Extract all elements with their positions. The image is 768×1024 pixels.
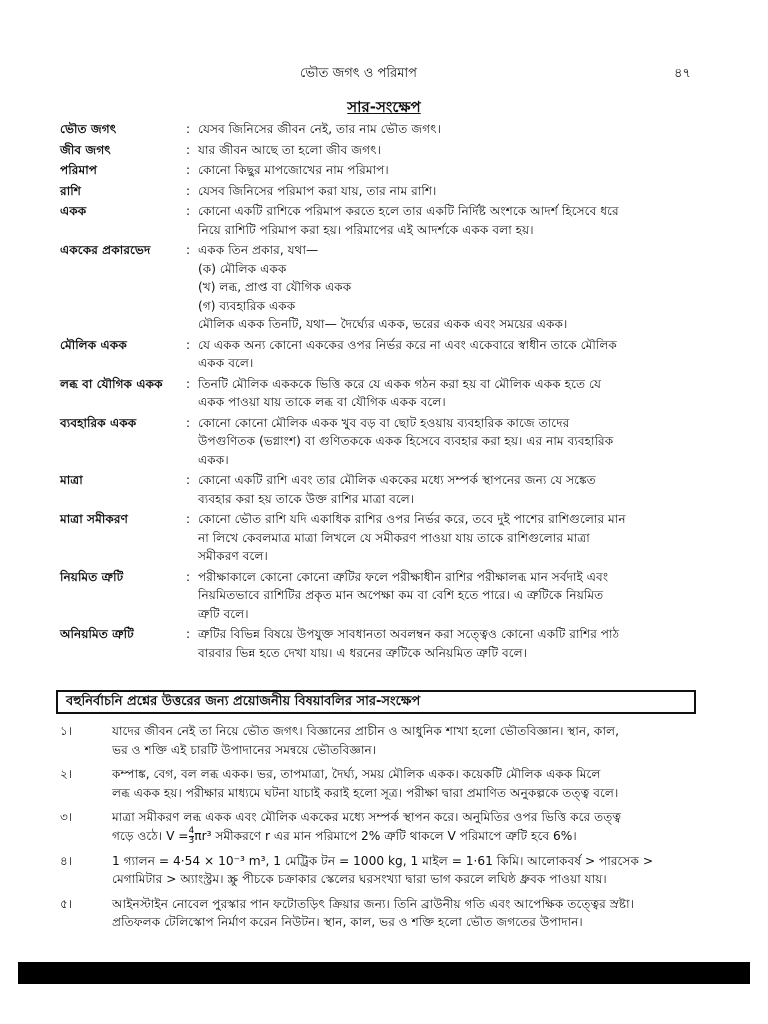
definition-text	[198, 471, 710, 508]
definition-colon: :	[185, 473, 191, 487]
mcq-number: ৪।	[60, 853, 73, 868]
definition-row	[60, 625, 710, 662]
mcq-number: ৩।	[60, 810, 73, 824]
definition-line: যে একক অন্য কোনো এককের ওপর নির্ভর করে না এবং একেবারে স্বাধীন তাকে মৌলিক	[198, 337, 617, 352]
definition-line: সমীকরণ বলে।	[198, 549, 268, 563]
definition-line: কোনো ভৌত রাশি যদি একাধিক রাশির ওপর নির্ভর করে, তবে দুই পাশের রাশিগুলোর মান	[198, 512, 626, 526]
fraction-denominator: 3	[188, 835, 195, 846]
definition-text	[198, 241, 710, 334]
formula-suffix: πr³ সমীকরণে r এর মান পরিমাপে 2% ত্রুটি থাকলে V পরিমাপে ত্রুটি হবে 6%।	[194, 828, 577, 843]
definition-text	[198, 510, 710, 566]
definition-text	[198, 202, 710, 239]
definition-line: ত্রুটি বলে।	[198, 606, 249, 621]
definition-line: ত্রুটির বিভিন্ন বিষয়ে উপযুক্ত সাবধানতা অবলম্বন করা সত্ত্বেও কোনো একটি রাশির পাঠ	[198, 627, 620, 641]
definition-row	[60, 568, 710, 624]
mcq-line-formula	[112, 827, 710, 846]
mcq-text	[112, 765, 710, 802]
definition-colon: :	[185, 183, 191, 198]
definition-colon: :	[185, 337, 191, 352]
definition-line: কোনো একটি রাশি এবং তার মৌলিক এককের মধ্যে সম্পর্ক স্থাপনের জন্য যে সঙ্কেত	[198, 473, 596, 487]
definition-term: মৌলিক একক	[60, 337, 127, 352]
definition-line: যেসব জিনিসের পরিমাপ করা যায়, তার নাম রাশি।	[198, 183, 437, 198]
mcq-summary-heading: বহুনির্বাচনি প্রশ্নের উত্তরের জন্য প্রয়োজনীয় বিষয়াবলির সার-সংক্ষেপ	[56, 690, 696, 714]
definition-row	[60, 510, 710, 566]
definition-term: রাশি	[60, 183, 81, 198]
definition-line: উপগুণিতক (ভগ্নাংশ) বা গুণিতককে একক হিসেবে ব্যবহার করা হয়। এর নাম ব্যবহারিক	[198, 434, 614, 448]
mcq-summary-list	[60, 722, 710, 938]
formula-prefix: গড়ে ওঠে। V =	[112, 828, 189, 843]
definition-text	[198, 336, 710, 373]
definition-term: লব্ধ বা যৌগিক একক	[60, 376, 163, 391]
definition-row	[60, 202, 710, 239]
definition-line: তিনটি মৌলিক একককে ভিত্তি করে যে একক গঠন করা হয় বা মৌলিক একক হতে যে	[198, 376, 601, 391]
definition-text	[198, 568, 710, 624]
bottom-scan-bar	[18, 962, 750, 984]
mcq-item	[60, 852, 710, 889]
definition-text	[198, 161, 710, 180]
definition-text	[198, 625, 710, 662]
mcq-line: ভর ও শক্তি এই চারটি উপাদানের সমন্বয়ে ভৌতবিজ্ঞান।	[112, 742, 377, 757]
definition-line: একক পাওয়া যায় তাকে লব্ধ বা যৌগিক একক বলে।	[198, 395, 446, 409]
definition-line: বারবার ভিন্ন হতে দেখা যায়। এ ধরনের ত্রুটিকে অনিয়মিত ত্রুটি বলে।	[198, 645, 528, 660]
definition-line: (খ) লব্ধ, প্রাপ্ত বা যৌগিক একক	[198, 280, 352, 294]
definition-colon: :	[185, 163, 191, 177]
definition-row	[60, 161, 710, 180]
mcq-line: 1 গ্যালন = 4·54 × 10⁻³ m³, 1 মেট্রিক টন = 1000 kg, 1 মাইল = 1·61 কিমি। আলোকবর্ষ > পারসেক >	[112, 853, 654, 868]
mcq-line: লব্ধ একক হয়। পরীক্ষার মাধ্যমে ঘটনা যাচাই করাই হলো সূত্র। পরীক্ষা দ্বারা প্রমাণিত অনুকল্পকে তত্ত্ব বলে।	[112, 785, 619, 800]
definition-term: নিয়মিত ত্রুটি	[60, 569, 124, 584]
definition-line: (গ) ব্যবহারিক একক	[198, 298, 296, 313]
definition-line: একক তিন প্রকার, যথা—	[198, 243, 319, 257]
definition-colon: :	[185, 243, 191, 257]
definition-line: কোনো কোনো মৌলিক একক খুব বড় বা ছোট হওয়ায় ব্যবহারিক কাজে তাদের	[198, 415, 570, 430]
mcq-text	[112, 808, 710, 846]
summary-heading: সার-সংক্ষেপ	[347, 98, 421, 116]
definition-text	[198, 375, 710, 412]
definition-term: মাত্রা সমীকরণ	[60, 512, 128, 526]
mcq-line: যাদের জীবন নেই তা নিয়ে ভৌত জগৎ। বিজ্ঞানের প্রাচীন ও আধুনিক শাখা হলো ভৌতবিজ্ঞান। স্থান, কাল,	[112, 724, 619, 738]
chapter-title: ভৌত জগৎ ও পরিমাপ	[300, 66, 418, 81]
definition-colon: :	[185, 415, 191, 430]
definition-line: পরীক্ষাকালে কোনো কোনো ত্রুটির ফলে পরীক্ষাধীন রাশির পরীক্ষালব্ধ মান সর্বদাই এবং	[198, 569, 609, 584]
definition-row	[60, 471, 710, 508]
mcq-text	[112, 852, 710, 889]
mcq-item	[60, 722, 710, 759]
definition-colon: :	[185, 376, 191, 391]
definition-row	[60, 241, 710, 334]
definition-colon: :	[185, 142, 191, 157]
definition-row	[60, 141, 710, 160]
mcq-line: মেগামিটার > অ্যাংস্ট্রম। স্ক্রু পীচকে চক্রাকার স্কেলের ঘরসংখ্যা দ্বারা ভাগ করলে লঘিষ্ঠ ধ্রুবক পাওয়া যায়।	[112, 872, 607, 886]
definition-text	[198, 182, 710, 201]
definition-row	[60, 375, 710, 412]
definition-term: জীব জগৎ	[60, 142, 111, 157]
definition-text	[198, 414, 710, 470]
definition-colon: :	[185, 122, 191, 136]
definition-line: যেসব জিনিসের জীবন নেই, তার নাম ভৌত জগৎ।	[198, 122, 441, 136]
definition-row	[60, 414, 710, 470]
fraction-numerator: 4	[188, 825, 195, 836]
mcq-item	[60, 895, 710, 932]
definition-term: মাত্রা	[60, 473, 83, 487]
page-number: ৪৭	[674, 66, 691, 81]
definition-term: এককের প্রকারভেদ	[60, 243, 151, 257]
definition-term: পরিমাপ	[60, 163, 98, 177]
mcq-text	[112, 722, 710, 759]
definition-line: কোনো কিছুর মাপজোখের নাম পরিমাপ।	[198, 163, 389, 177]
definition-text	[198, 120, 710, 139]
mcq-line: প্রতিফলক টেলিস্কোপ নির্মাণ করেন নিউটন। স্থান, কাল, ভর ও শক্তি হলো ভৌত জগতের উপাদান।	[112, 915, 583, 929]
definition-text	[198, 141, 710, 160]
definition-line: যার জীবন আছে তা হলো জীব জগৎ।	[198, 142, 381, 157]
mcq-line: মাত্রা সমীকরণ লব্ধ একক এবং মৌলিক এককের মধ্যে সম্পর্ক স্থাপন করে। অনুমিতির ওপর ভিত্তি করে তত্ত্ব	[112, 810, 622, 824]
definition-colon: :	[185, 204, 191, 218]
definition-row	[60, 336, 710, 373]
definitions-list	[60, 120, 710, 664]
mcq-number: ৫।	[60, 896, 73, 911]
definition-line: (ক) মৌলিক একক	[198, 261, 287, 276]
definition-line: ব্যবহার করা হয় তাকে উক্ত রাশির মাত্রা বলে।	[198, 491, 415, 506]
definition-colon: :	[185, 569, 191, 584]
running-header	[0, 64, 768, 84]
mcq-item	[60, 765, 710, 802]
definition-colon: :	[185, 512, 191, 526]
definition-term: অনিয়মিত ত্রুটি	[60, 627, 134, 641]
definition-term: একক	[60, 204, 87, 218]
definition-row	[60, 182, 710, 201]
mcq-number: ১।	[60, 724, 73, 738]
definition-line: নিয়মিতভাবে রাশিটির প্রকৃত মান অপেক্ষা কম বা বেশি হতে পারে। এ ত্রুটিকে নিয়মিত	[198, 588, 604, 602]
definition-row	[60, 120, 710, 139]
mcq-line: আইনস্টাইন নোবেল পুরস্কার পান ফটোতড়িৎ ক্রিয়ার জন্য। তিনি ব্রাউনীয় গতি এবং আপেক্ষিক তত্ত্বের স্রষ্টা।	[112, 896, 634, 911]
definition-line: মৌলিক একক তিনটি, যথা— দৈর্ঘ্যের একক, ভরের একক এবং সময়ের একক।	[198, 317, 568, 331]
mcq-item	[60, 808, 710, 846]
definition-colon: :	[185, 627, 191, 641]
mcq-text	[112, 895, 710, 932]
definition-line: কোনো একটি রাশিকে পরিমাপ করতে হলে তার একটি নির্দিষ্ট অংশকে আদর্শ হিসেবে ধরে	[198, 204, 619, 218]
mcq-line: কম্পাঙ্ক, বেগ, বল লব্ধ একক। ভর, তাপমাত্রা, দৈর্ঘ্য, সময় মৌলিক একক। কয়েকটি মৌলিক একক মিলে	[112, 767, 601, 781]
definition-line: না লিখে কেবলমাত্র মাত্রা লিখলে যে সমীকরণ পাওয়া যায় তাকে রাশিগুলোর মাত্রা	[198, 530, 590, 545]
definition-line: নিয়ে রাশিটি পরিমাপ করা হয়। পরিমাপের এই আদর্শকে একক বলা হয়।	[198, 222, 534, 237]
definition-line: একক বলে।	[198, 356, 254, 370]
definition-term: ভৌত জগৎ	[60, 122, 117, 136]
mcq-number: ২।	[60, 767, 73, 781]
definition-line: একক।	[198, 452, 229, 467]
definition-term: ব্যবহারিক একক	[60, 415, 137, 430]
